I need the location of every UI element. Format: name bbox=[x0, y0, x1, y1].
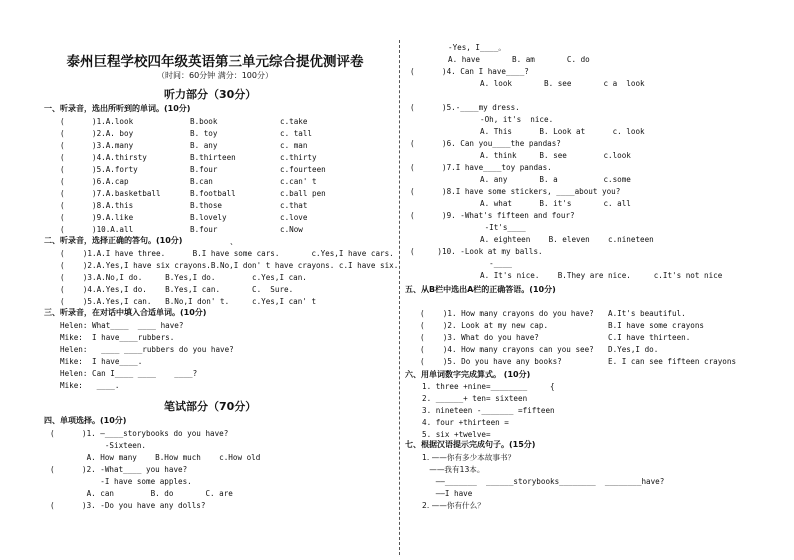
section1-option: ( )6.A.cap bbox=[60, 177, 129, 186]
section2-question: ( )3.A.No,I do. B.Yes,I do. c.Yes,I can. bbox=[60, 273, 307, 282]
section1-option: c.take bbox=[280, 117, 308, 126]
written-part-title: 笔试部分（70分） bbox=[164, 400, 257, 413]
right-choice-line: -It's____ bbox=[448, 223, 526, 232]
right-choice-line: A. eighteen B. eleven c.nineteen bbox=[448, 235, 654, 244]
section1-option: ( )5.A.forty bbox=[60, 165, 138, 174]
section6-title: 六、用单词数字完成算式。 (10分) bbox=[405, 370, 531, 379]
section1-title: 一、听录音，选出所听到的单词。(10分) bbox=[44, 104, 191, 113]
section5-title: 五、从B栏中选出A栏的正确答语。(10分) bbox=[405, 285, 556, 294]
section1-option: ( )10.A.all bbox=[60, 225, 134, 234]
right-choice-line: A. what B. it's c. all bbox=[448, 199, 631, 208]
section2-question: ( )4.A.Yes,I do. B.Yes,I can. C. Sure. bbox=[60, 285, 294, 294]
section5-answer: E. I can see fifteen crayons bbox=[608, 357, 737, 366]
right-choice-line: A. have B. am C. do bbox=[448, 55, 590, 64]
section2-question: ( )5.A.Yes,I can. B.No,I don' t. c.Yes,I can' t bbox=[60, 297, 317, 306]
section4-line: A. How many B.How much c.How old bbox=[50, 453, 261, 462]
section1-option: B. toy bbox=[190, 129, 218, 138]
section1-option: B.four bbox=[190, 225, 218, 234]
section1-option: c. tall bbox=[280, 129, 313, 138]
right-choice-line: ( )5.-____my dress. bbox=[410, 103, 520, 112]
section6-equation: 2. ______+ ten= sixteen bbox=[422, 394, 528, 403]
section1-option: B.thirteen bbox=[190, 153, 236, 162]
section3-dialog-line: Helen: What____ ____ have? bbox=[60, 321, 184, 330]
section4-title: 四、单项选择。(10分) bbox=[44, 416, 127, 425]
section3-title: 三、听录音，在对话中填入合适单词。(10分) bbox=[44, 308, 207, 317]
section4-line: ( )3. -Do you have any dolls? bbox=[50, 501, 206, 510]
section1-option: ( )1.A.look bbox=[60, 117, 134, 126]
section7-line: ——I have bbox=[422, 489, 473, 498]
section1-option: ( )2.A. boy bbox=[60, 129, 134, 138]
section2-mark: 、 bbox=[230, 237, 238, 246]
section1-option: c. man bbox=[280, 141, 308, 150]
listening-part-title: 听力部分（30分） bbox=[164, 88, 257, 101]
section3-dialog-line: Mike: I have____rubbers. bbox=[60, 333, 175, 342]
section6-equation: 1. three +nine=________ { bbox=[422, 382, 555, 391]
right-choice-line: -Oh, it's nice. bbox=[448, 115, 554, 124]
section1-option: B.lovely bbox=[190, 213, 227, 222]
section1-option: ( )7.A.basketball bbox=[60, 189, 161, 198]
right-choice-line: ( )9. -What's fifteen and four? bbox=[410, 211, 575, 220]
section1-option: B. any bbox=[190, 141, 218, 150]
section1-option: c.ball pen bbox=[280, 189, 326, 198]
section6-equation: 4. four +thirteen = bbox=[422, 418, 509, 427]
section6-equation: 5. six +twelve= bbox=[422, 430, 491, 439]
section2-title: 二、听录音，选择正确的答句。(10分) bbox=[44, 236, 183, 245]
section2-question: ( )1.A.I have three. B.I have some cars. c.Yes,I have cars. bbox=[60, 249, 394, 258]
right-choice-line: -Yes, I____。 bbox=[448, 43, 506, 52]
section2-question: ( )2.A.Yes,I have six crayons.B.No,I don' t have crayons. c.I have six. bbox=[60, 261, 399, 270]
section5-answer: D.Yes,I do. bbox=[608, 345, 659, 354]
section5-question: ( )3. What do you have? bbox=[420, 333, 539, 342]
section1-option: B.four bbox=[190, 165, 218, 174]
right-choice-line: ( )10. -Look at my balls. bbox=[410, 247, 543, 256]
right-choice-line: ( )6. Can you____the pandas? bbox=[410, 139, 561, 148]
section7-line: 1. ——你有多少本故事书？ bbox=[422, 453, 516, 462]
section5-answer: C.I have thirteen. bbox=[608, 333, 691, 342]
section1-option: B.those bbox=[190, 201, 223, 210]
section1-option: ( )3.A.many bbox=[60, 141, 134, 150]
right-choice-line: ( )8.I have some stickers, ____about you? bbox=[410, 187, 621, 196]
right-choice-line: A. any B. a c.some bbox=[448, 175, 631, 184]
section6-equation: 3. nineteen -_______ =fifteen bbox=[422, 406, 555, 415]
section5-question: ( )1. How many crayons do you have? bbox=[420, 309, 594, 318]
right-choice-line: A. It's nice. B.They are nice. c.It's not nice bbox=[448, 271, 723, 280]
section1-option: c.Now bbox=[280, 225, 303, 234]
column-divider bbox=[399, 40, 400, 555]
section4-line: A. can B. do C. are bbox=[50, 489, 233, 498]
section1-option: B.football bbox=[190, 189, 236, 198]
section5-question: ( )5. Do you have any books? bbox=[420, 357, 562, 366]
section4-line: ( )2. -What____ you have? bbox=[50, 465, 188, 474]
section3-dialog-line: Helen: ____ ____rubbers do you have? bbox=[60, 345, 234, 354]
section4-line: -I have some apples. bbox=[50, 477, 192, 486]
section1-option: c.fourteen bbox=[280, 165, 326, 174]
section7-title: 七、根据汉语提示完成句子。(15分) bbox=[405, 440, 536, 449]
section7-line: 2. ——你有什么？ bbox=[422, 501, 485, 510]
section1-option: c.can' t bbox=[280, 177, 317, 186]
section3-dialog-line: Helen: Can I____ ____ ____? bbox=[60, 369, 198, 378]
section3-dialog-line: Mike: ____. bbox=[60, 381, 120, 390]
section1-option: ( )9.A.like bbox=[60, 213, 134, 222]
section4-line: -Sixteen. bbox=[50, 441, 147, 450]
section5-question: ( )2. Look at my new cap. bbox=[420, 321, 549, 330]
right-choice-line: A. This B. Look at c. look bbox=[448, 127, 645, 136]
section1-option: c.that bbox=[280, 201, 308, 210]
section3-dialog-line: Mike: I have____. bbox=[60, 357, 143, 366]
exam-subtitle: （时间：60分钟 满分：100分） bbox=[157, 71, 273, 80]
section1-option: B.can bbox=[190, 177, 213, 186]
exam-title: 泰州巨程学校四年级英语第三单元综合提优测评卷 bbox=[66, 54, 364, 70]
section1-option: ( )4.A.thirsty bbox=[60, 153, 147, 162]
right-choice-line: -____ bbox=[448, 259, 513, 268]
section4-line: ( )1. —____storybooks do you have? bbox=[50, 429, 229, 438]
right-choice-line: ( )4. Can I have____? bbox=[410, 67, 529, 76]
right-choice-line: ( )7.I have____toy pandas. bbox=[410, 163, 552, 172]
section5-answer: B.I have some crayons bbox=[608, 321, 705, 330]
section1-option: B.book bbox=[190, 117, 218, 126]
section5-question: ( )4. How many crayons can you see? bbox=[420, 345, 594, 354]
section1-option: c.thirty bbox=[280, 153, 317, 162]
section1-option: c.love bbox=[280, 213, 308, 222]
section7-line: ——_______ ______storybooks________ ________have? bbox=[422, 477, 665, 486]
section7-line: ——我有13本。 bbox=[422, 465, 485, 474]
section1-option: ( )8.A.this bbox=[60, 201, 134, 210]
right-choice-line: A. look B. see c a look bbox=[448, 79, 645, 88]
section5-answer: A.It's beautiful. bbox=[608, 309, 686, 318]
right-choice-line: A. think B. see c.look bbox=[448, 151, 631, 160]
